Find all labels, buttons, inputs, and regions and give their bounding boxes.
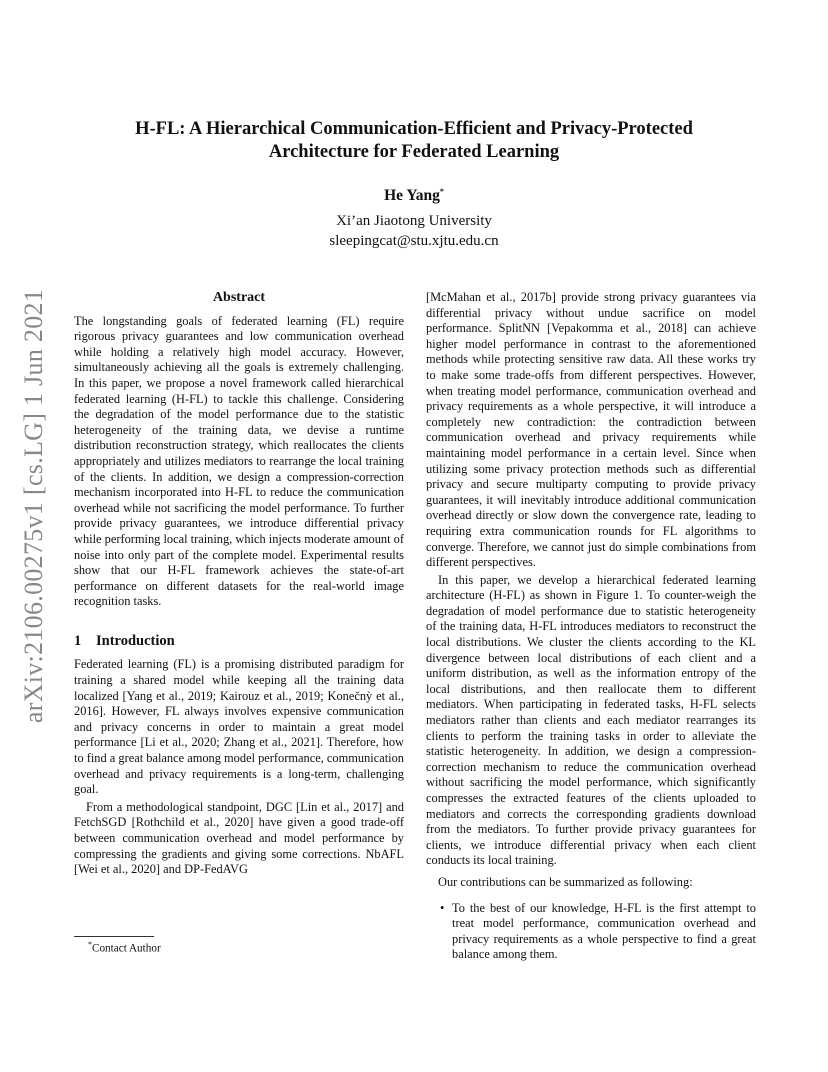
list-item-text: To the best of our knowledge, H-FL is the first attempt to treat model performance, communication overhead and privacy requirements as a whole perspective to find a great balance among them. bbox=[452, 900, 756, 962]
footnote-divider bbox=[74, 936, 154, 937]
left-column bbox=[74, 290, 404, 878]
list-item bbox=[426, 901, 756, 963]
section-number: 1 bbox=[74, 632, 82, 649]
abstract-text: The longstanding goals of federated learning (FL) require rigorous privacy guarantees and low communication overhead while holding a relatively high model accuracy. However, simultaneously achieving all the goals is extremely challenging. In this paper, we propose a novel framework called hierarchical federated learning (H-FL) to tackle this challenge. Considering the degradation of the model performance due to the statistic heterogeneity of the training data, we devise a runtime distribution reconstruction strategy, which reallocates the clients appropriately and utilizes mediators to rearrange the local training of the clients. In addition, we design a compression-correction mechanism incorporated into H-FL to reduce the communication overhead while not sacrificing the model performance. To further provide privacy guarantees, we introduce differential privacy while performing local training, which injects moderate amount of noise into only part of the complete model. Experimental results show that our H-FL framework achieves the state-of-art performance on different datasets for the real-world image recognition tasks. bbox=[74, 313, 404, 609]
footnote bbox=[88, 940, 161, 955]
section-title: Introduction bbox=[96, 632, 175, 649]
footnote-text: Contact Author bbox=[92, 942, 161, 955]
paper-title bbox=[110, 118, 718, 164]
author-footnote-mark: * bbox=[439, 187, 444, 196]
introduction-heading bbox=[74, 634, 404, 650]
author-email: sleepingcat@stu.xjtu.edu.cn bbox=[329, 233, 499, 249]
introduction-paragraph-1: Federated learning (FL) is a promising distributed paradigm for training a shared model while keeping all the training data localized [Yang et al., 2019; Kairouz et al., 2019; Konečnỳ et al., 2016]. However, FL always involves expensive communication and privacy concerns in order to maintain a great model performance [Li et al., 2020; Zhang et al., 2021]. Therefore, how to find a great balance among model performance, communication overhead and privacy requirements is a long-term, challenging goal. bbox=[74, 657, 404, 797]
title-line-2: Architecture for Federated Learning bbox=[268, 142, 560, 162]
bullet-icon: • bbox=[440, 900, 445, 915]
contributions-list bbox=[426, 901, 756, 963]
abstract-heading: Abstract bbox=[212, 290, 266, 305]
author-affiliation-block bbox=[0, 211, 828, 251]
arxiv-identifier: arXiv:2106.00275v1 [cs.LG] 1 Jun 2021 bbox=[19, 288, 48, 724]
right-paragraph-2: In this paper, we develop a hierarchical federated learning architecture (H-FL) as shown in Figure 1. To counter-weigh the degradation of model performance due to statistic heterogeneity of the training data, H-FL introduces mediators to reconstruct the local distributions. We cluster the clients according to the KL divergence between local distributions of each client and a uniform distribution, as well as the information entropy of the local distributions, and then reallocate them to different mediators. When participating in federated tasks, H-FL selects mediators rather than clients and each mediator rearranges its clients to perform the training tasks in order to alleviate the statistic heterogeneity. In addition, we design a compression-correction mechanism to reduce the communication overhead without sacrificing the model performance, which significantly compresses the extracted features of the clients uploaded to mediators and corrects the corresponding gradients download from the mediators. To further provide privacy guarantees for clients, we introduce differential privacy when each client conducts its local training. bbox=[426, 572, 756, 868]
right-column bbox=[426, 290, 756, 963]
footnote-mark: * bbox=[88, 940, 92, 949]
author-name bbox=[0, 187, 828, 205]
arxiv-sidebar bbox=[14, 288, 54, 724]
right-paragraph-1: [McMahan et al., 2017b] provide strong privacy guarantees via differential privacy without undue sacrifice on model performance. SplitNN [Vepakomma et al., 2018] can achieve higher model performance in contrast to the aforementioned methods while protecting sensitive raw data. All these works try to make some trade-offs from different perspectives. However, when treating model performance, communication overhead and privacy requirements as a whole perspective, it will introduce a completely new contradiction: the contradiction between communication overhead and privacy requirements while maintaining model performance in a certain level. Since when utilizing some privacy protection methods such as differential privacy and secure multiparty computing to provide privacy guarantees, it will inevitably introduce additional communication overhead directly or slow down the convergence rate, leading to requiring extra communication rounds for FL algorithms to converge. Therefore, we cannot just do simple combinations from different perspectives. bbox=[426, 290, 756, 570]
introduction-paragraph-2: From a methodological standpoint, DGC [Lin et al., 2017] and FetchSGD [Rothchild et al., 2020] have given a good trade-off between communication overhead and model performance by compressing the gradients and giving some corrections. NbAFL [Wei et al., 2020] and DP-FedAVG bbox=[74, 799, 404, 877]
right-paragraph-3: Our contributions can be summarized as following: bbox=[438, 874, 693, 889]
affiliation: Xi’an Jiaotong University bbox=[336, 213, 492, 229]
title-line-1: H-FL: A Hierarchical Communication-Efficient and Privacy-Protected bbox=[135, 119, 693, 139]
author-name-text: He Yang bbox=[384, 187, 440, 205]
